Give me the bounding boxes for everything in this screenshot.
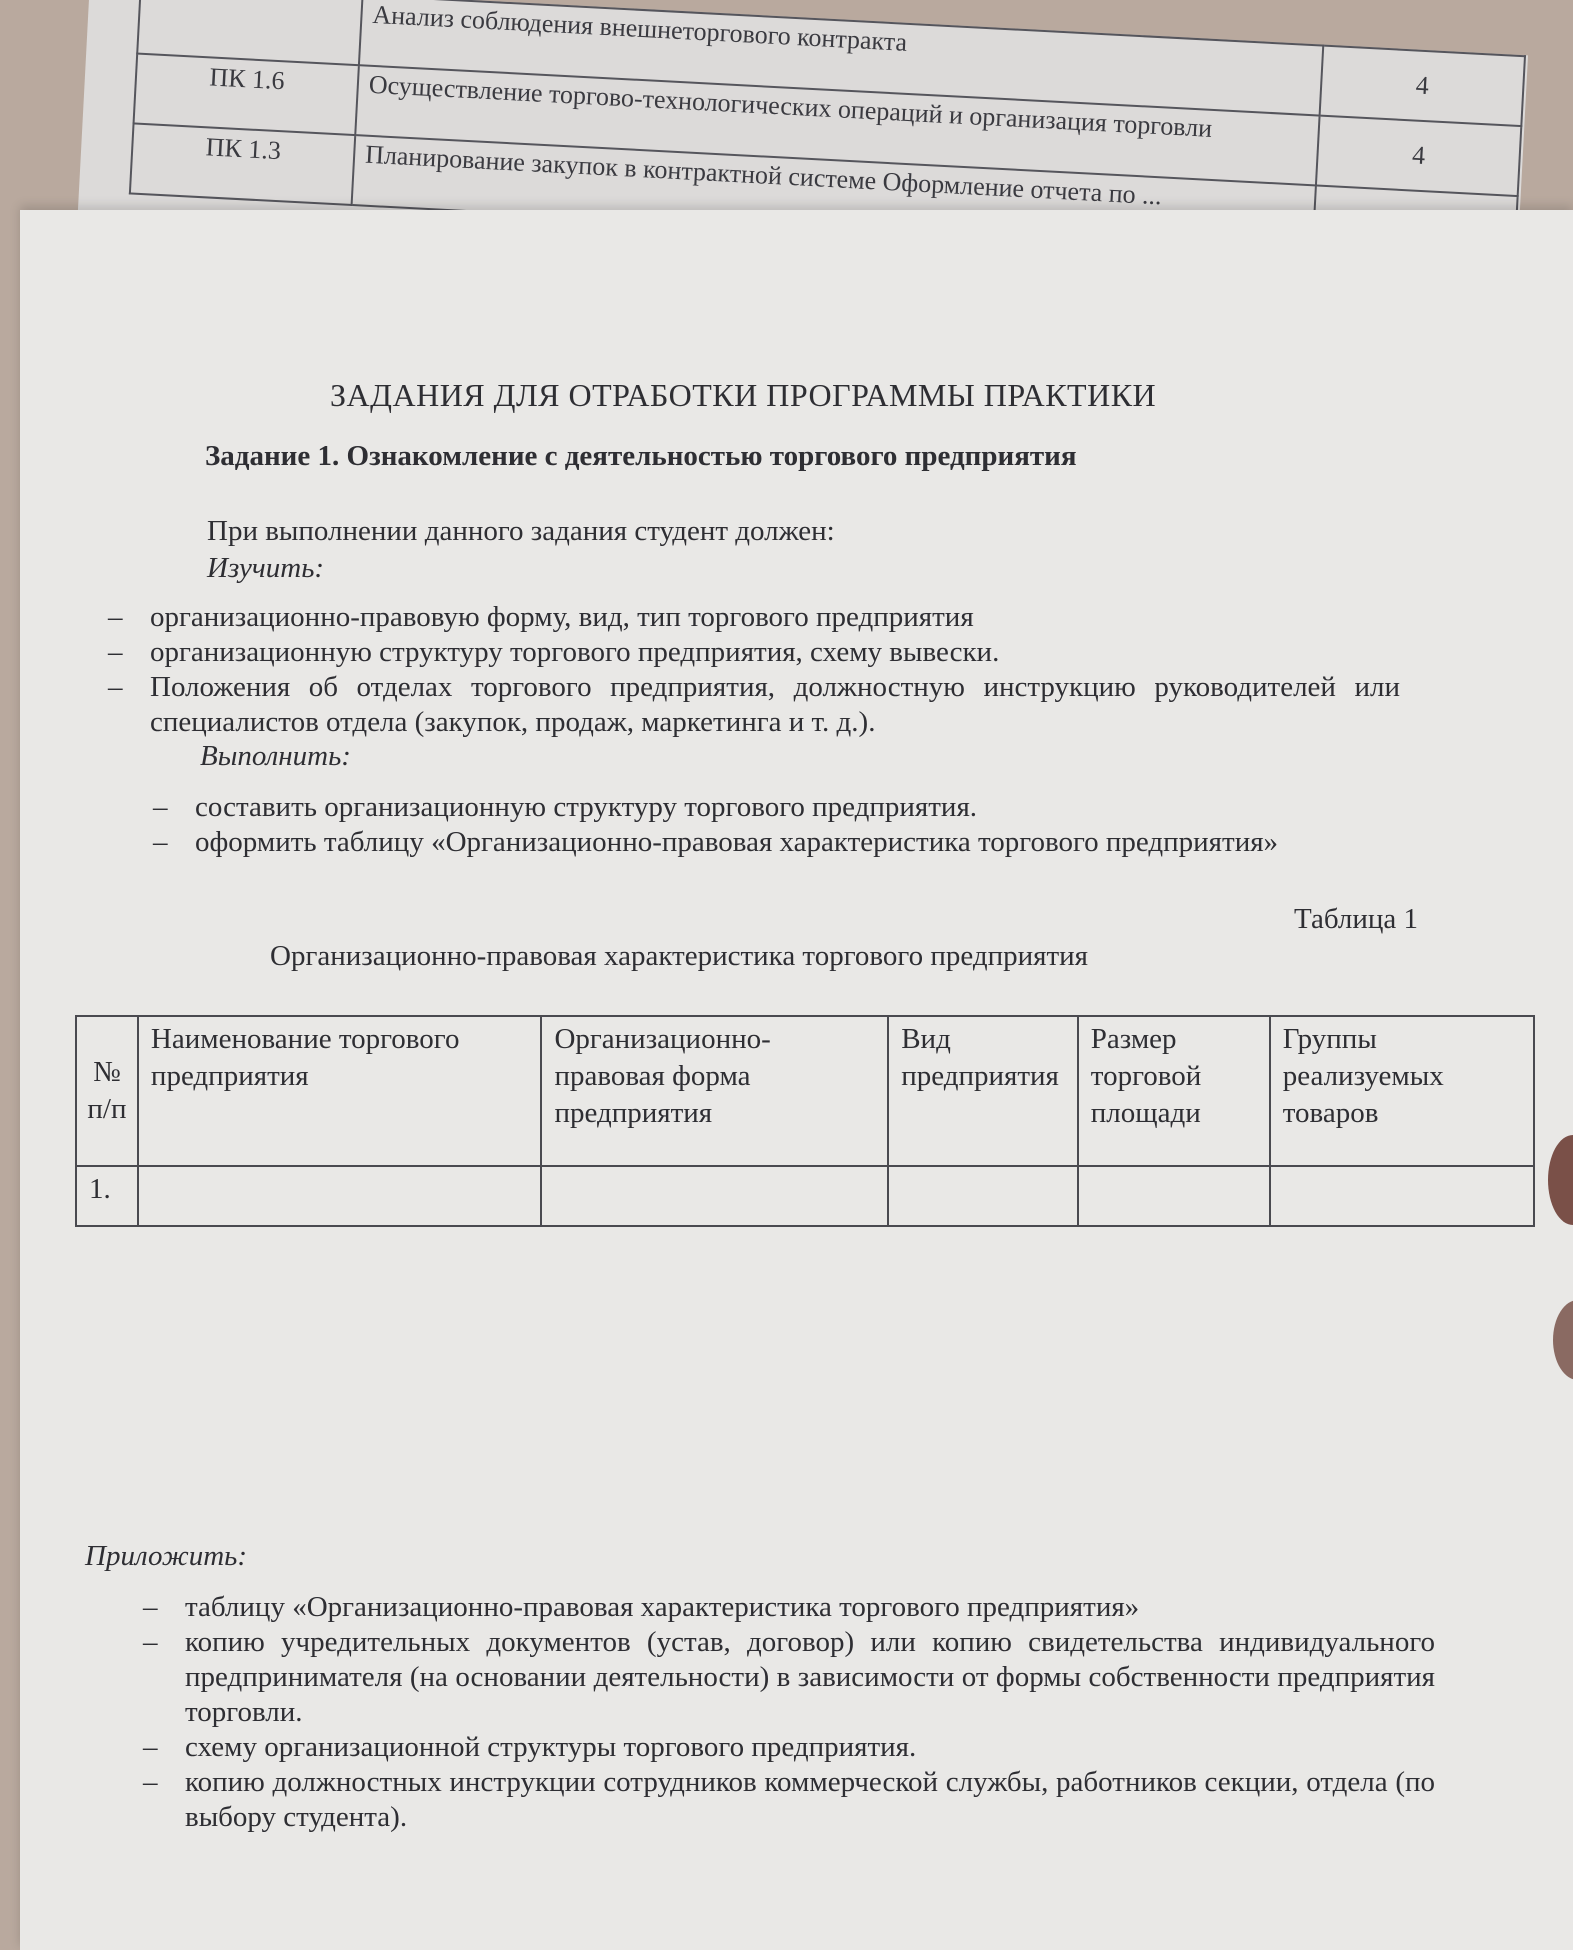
table-cell: Осуществление торгово-технологических операций и организация торговли bbox=[355, 65, 1319, 185]
table-cell: 1. bbox=[76, 1166, 138, 1226]
table-cell: 4 bbox=[1320, 46, 1525, 126]
table-caption: Организационно-правовая характеристика торгового предприятия bbox=[270, 940, 1088, 972]
page-edge-shadow bbox=[1548, 1135, 1573, 1225]
column-header: Организационно-правовая форма предприятия bbox=[541, 1016, 888, 1166]
table-number: Таблица 1 bbox=[1293, 903, 1418, 935]
list-item: – копию учредительных документов (устав, договор) или копию свидетельства индивидуального предпринимателя (на основании деятельности) в зависимости от формы собственности предприятия торговли. bbox=[185, 1625, 1435, 1730]
column-header: № п/п bbox=[76, 1016, 138, 1166]
table-cell: Анализ соблюдения внешнеторгового контракта bbox=[359, 0, 1323, 116]
characteristics-table bbox=[75, 1015, 1535, 1227]
table-cell bbox=[1078, 1166, 1270, 1226]
task-title: Задание 1. Ознакомление с деятельностью торгового предприятия bbox=[205, 440, 1077, 472]
list-item: – оформить таблицу «Организационно-правовая характеристика торгового предприятия» bbox=[195, 825, 1400, 860]
table-header-row bbox=[76, 1016, 1534, 1166]
do-label: Выполнить: bbox=[200, 740, 351, 772]
document-page bbox=[20, 210, 1573, 1950]
attach-list bbox=[185, 1590, 1435, 1835]
table-cell bbox=[1270, 1166, 1534, 1226]
table-cell: ПК 1.6 bbox=[134, 54, 359, 136]
table-cell bbox=[888, 1166, 1078, 1226]
list-item: – организационно-правовую форму, вид, тип торгового предприятия bbox=[150, 600, 1400, 635]
intro-text: При выполнении данного задания студент должен: bbox=[207, 515, 835, 547]
list-item: – организационную структуру торгового предприятия, схему вывески. bbox=[150, 635, 1400, 670]
column-header: Вид предприятия bbox=[888, 1016, 1078, 1166]
do-list bbox=[195, 790, 1400, 860]
study-label: Изучить: bbox=[207, 552, 325, 584]
list-item: – копию должностных инструкции сотрудников коммерческой службы, работников секции, отдела (по выбору студента). bbox=[185, 1765, 1435, 1835]
list-item: – таблицу «Организационно-правовая характеристика торгового предприятия» bbox=[185, 1590, 1435, 1625]
column-header: Размер торговой площади bbox=[1078, 1016, 1270, 1166]
table-cell: 4 bbox=[1316, 116, 1521, 196]
list-item: – составить организационную структуру торгового предприятия. bbox=[195, 790, 1400, 825]
table-cell: ПК 1.3 bbox=[130, 123, 355, 205]
attach-label: Приложить: bbox=[85, 1540, 247, 1572]
list-item: – Положения об отделах торгового предприятия, должностную инструкцию руководителей или специалистов отдела (закупок, продаж, маркетинга и т. д.). bbox=[150, 670, 1400, 740]
study-list bbox=[150, 600, 1400, 740]
list-item: – схему организационной структуры торгового предприятия. bbox=[185, 1730, 1435, 1765]
section-heading: ЗАДАНИЯ ДЛЯ ОТРАБОТКИ ПРОГРАММЫ ПРАКТИКИ bbox=[330, 377, 1157, 413]
column-header: Наименование торгового предприятия bbox=[138, 1016, 542, 1166]
table-cell bbox=[541, 1166, 888, 1226]
page-edge-shadow bbox=[1553, 1300, 1573, 1380]
table-row bbox=[76, 1166, 1534, 1226]
column-header: Группы реализуемых товаров bbox=[1270, 1016, 1534, 1166]
table-cell: Планирование закупок в контрактной системе Оформление отчета по ... bbox=[352, 135, 1316, 255]
table-cell bbox=[138, 1166, 542, 1226]
